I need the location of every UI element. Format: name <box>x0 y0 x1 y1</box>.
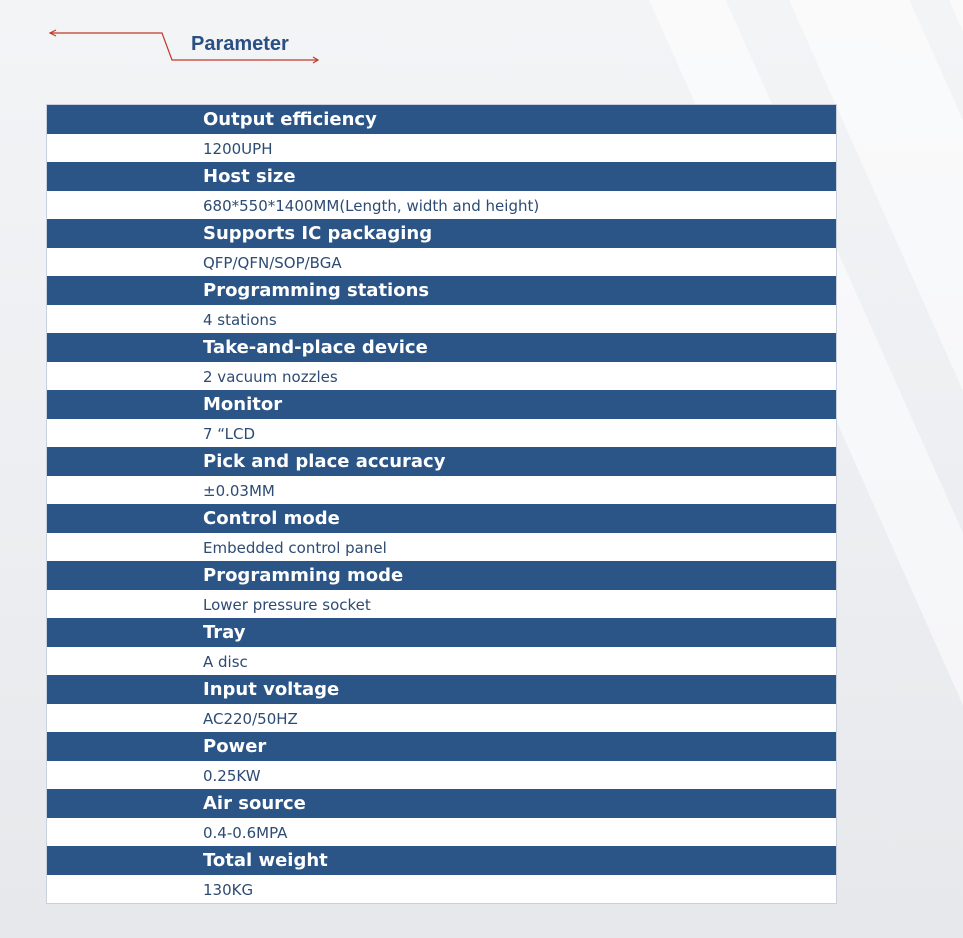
parameter-label: Tray <box>47 618 836 647</box>
parameter-value: Embedded control panel <box>47 533 836 561</box>
parameter-value: ±0.03MM <box>47 476 836 504</box>
parameter-label: Pick and place accuracy <box>47 447 836 476</box>
parameter-value: 1200UPH <box>47 134 836 162</box>
parameter-value: 2 vacuum nozzles <box>47 362 836 390</box>
parameter-value: AC220/50HZ <box>47 704 836 732</box>
parameter-label: Supports IC packaging <box>47 219 836 248</box>
parameter-label: Take-and-place device <box>47 333 836 362</box>
header-accent-line <box>0 0 963 80</box>
parameter-value: 0.25KW <box>47 761 836 789</box>
parameter-value: A disc <box>47 647 836 675</box>
parameter-value: QFP/QFN/SOP/BGA <box>47 248 836 276</box>
parameter-row <box>47 675 836 732</box>
parameter-row <box>47 390 836 447</box>
parameter-label: Output efficiency <box>47 105 836 134</box>
parameter-row <box>47 105 836 162</box>
parameter-label: Host size <box>47 162 836 191</box>
parameter-label: Programming stations <box>47 276 836 305</box>
section-title: Parameter <box>191 33 289 55</box>
parameter-label: Input voltage <box>47 675 836 704</box>
background-stripe <box>860 0 963 938</box>
parameter-value: 4 stations <box>47 305 836 333</box>
parameter-row <box>47 333 836 390</box>
parameter-row <box>47 276 836 333</box>
parameter-value: 0.4-0.6MPA <box>47 818 836 846</box>
section-header <box>0 0 963 80</box>
parameter-row <box>47 846 836 903</box>
parameter-label: Total weight <box>47 846 836 875</box>
parameter-label: Control mode <box>47 504 836 533</box>
parameter-row <box>47 789 836 846</box>
parameter-label: Monitor <box>47 390 836 419</box>
parameter-row <box>47 219 836 276</box>
parameter-label: Power <box>47 732 836 761</box>
parameter-row <box>47 504 836 561</box>
parameter-value: 680*550*1400MM(Length, width and height) <box>47 191 836 219</box>
parameter-row <box>47 618 836 675</box>
parameter-row <box>47 447 836 504</box>
parameter-value: 130KG <box>47 875 836 903</box>
parameter-label: Programming mode <box>47 561 836 590</box>
parameter-value: Lower pressure socket <box>47 590 836 618</box>
parameter-row <box>47 162 836 219</box>
parameter-label: Air source <box>47 789 836 818</box>
parameter-value: 7 “LCD <box>47 419 836 447</box>
parameter-row <box>47 561 836 618</box>
parameter-row <box>47 732 836 789</box>
parameter-table <box>46 104 837 904</box>
